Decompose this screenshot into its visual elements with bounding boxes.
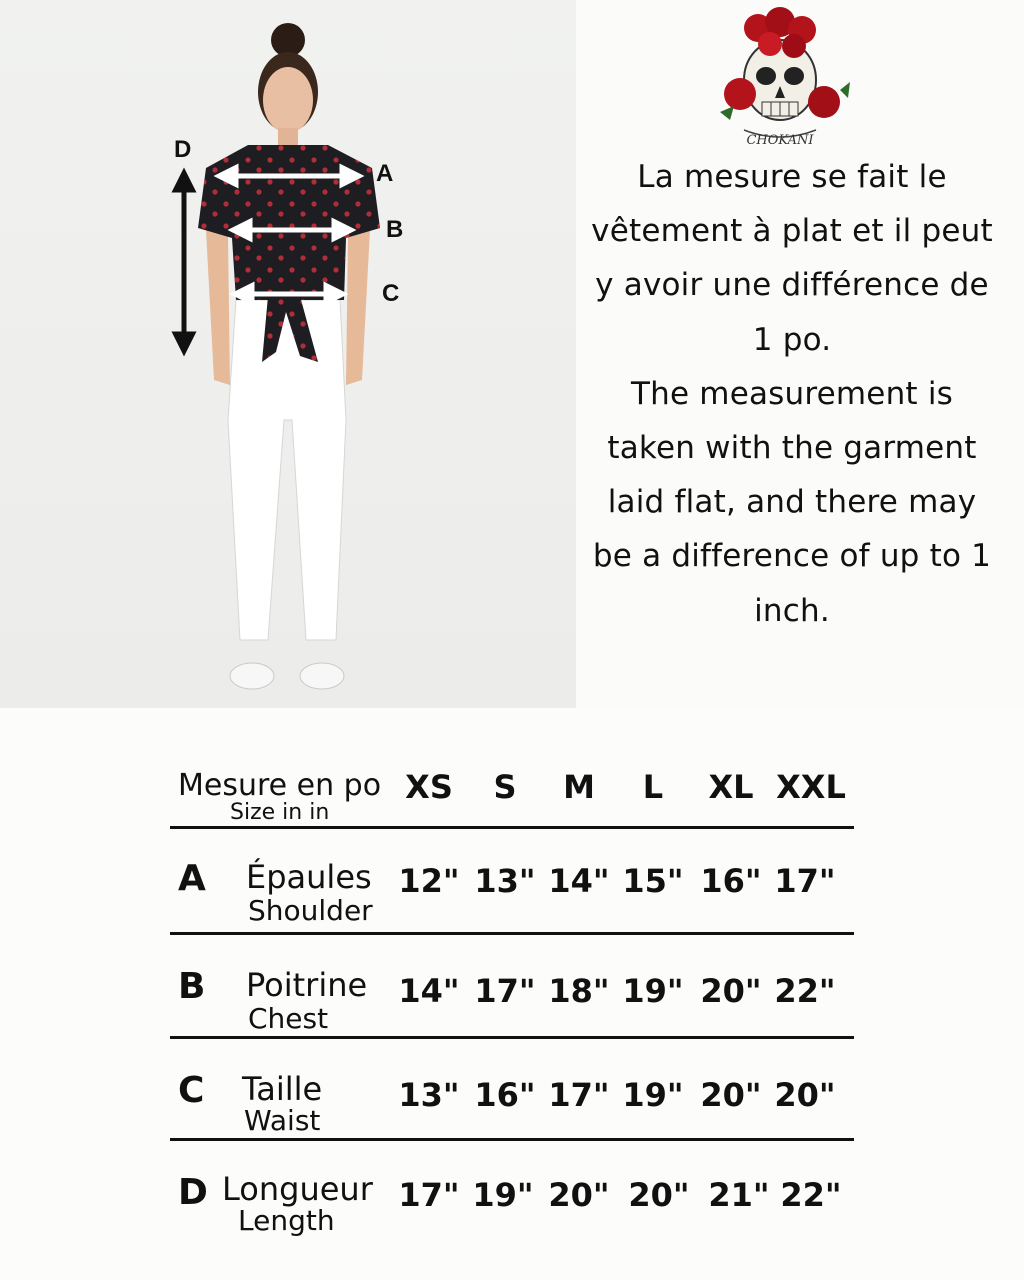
table-divider xyxy=(170,1036,854,1039)
measurement-note xyxy=(584,150,1000,638)
table-cell: 17" xyxy=(474,972,536,1010)
table-cell: 20" xyxy=(548,1176,610,1214)
table-cell: 19" xyxy=(472,1176,534,1214)
table-cell: 20" xyxy=(700,972,762,1010)
table-divider xyxy=(170,932,854,935)
model-illustration xyxy=(0,0,576,708)
note-english: The measurement is taken with the garment laid flat, and there may be a difference of up to 1 inch. xyxy=(592,375,992,629)
table-cell: 18" xyxy=(548,972,610,1010)
table-header-label: Mesure en po xyxy=(178,768,382,803)
table-cell: 16" xyxy=(700,862,762,900)
table-divider xyxy=(170,1138,854,1141)
table-cell: 20" xyxy=(628,1176,690,1214)
table-cell: 15" xyxy=(622,862,684,900)
logo-wordmark: CHOKANI xyxy=(746,133,814,148)
dimension-label-c: C xyxy=(382,280,400,307)
note-french: La mesure se fait le vêtement à plat et il peut y avoir une différence de 1 po. xyxy=(591,159,993,358)
dimension-label-a: A xyxy=(376,160,394,187)
table-cell: 14" xyxy=(398,972,460,1010)
size-header: M xyxy=(563,768,595,806)
table-cell: 17" xyxy=(548,1076,610,1114)
size-header: XL xyxy=(708,768,754,806)
table-cell: 22" xyxy=(774,972,836,1010)
row-letter: A xyxy=(178,858,206,899)
row-letter: B xyxy=(178,966,206,1007)
row-label-french: Poitrine xyxy=(246,966,368,1004)
table-cell: 13" xyxy=(398,1076,460,1114)
row-label-french: Épaules xyxy=(246,858,372,896)
row-label-english: Length xyxy=(238,1204,335,1237)
table-cell: 12" xyxy=(398,862,460,900)
row-label-english: Waist xyxy=(244,1104,321,1137)
table-cell: 20" xyxy=(774,1076,836,1114)
table-cell: 20" xyxy=(700,1076,762,1114)
table-cell: 22" xyxy=(780,1176,842,1214)
row-label-english: Chest xyxy=(248,1002,329,1035)
row-letter: D xyxy=(178,1172,208,1213)
row-label-french: Taille xyxy=(242,1070,323,1108)
size-header: S xyxy=(493,768,517,806)
table-cell: 17" xyxy=(774,862,836,900)
dimension-label-b: B xyxy=(386,216,404,243)
table-cell: 14" xyxy=(548,862,610,900)
row-label-french: Longueur xyxy=(222,1170,373,1208)
chokani-skull-logo xyxy=(700,2,860,162)
size-header: L xyxy=(642,768,664,806)
table-cell: 13" xyxy=(474,862,536,900)
size-header: XXL xyxy=(776,768,846,806)
table-divider xyxy=(170,826,854,829)
table-cell: 17" xyxy=(398,1176,460,1214)
table-cell: 19" xyxy=(622,1076,684,1114)
table-cell: 16" xyxy=(474,1076,536,1114)
size-header: XS xyxy=(405,768,453,806)
size-chart-table xyxy=(0,708,1024,1280)
row-label-english: Shoulder xyxy=(248,894,373,927)
row-letter: C xyxy=(178,1070,205,1111)
dimension-label-d: D xyxy=(174,136,192,163)
table-cell: 19" xyxy=(622,972,684,1010)
table-header-sublabel: Size in in xyxy=(230,800,330,825)
table-cell: 21" xyxy=(708,1176,770,1214)
model-photo xyxy=(0,0,576,708)
